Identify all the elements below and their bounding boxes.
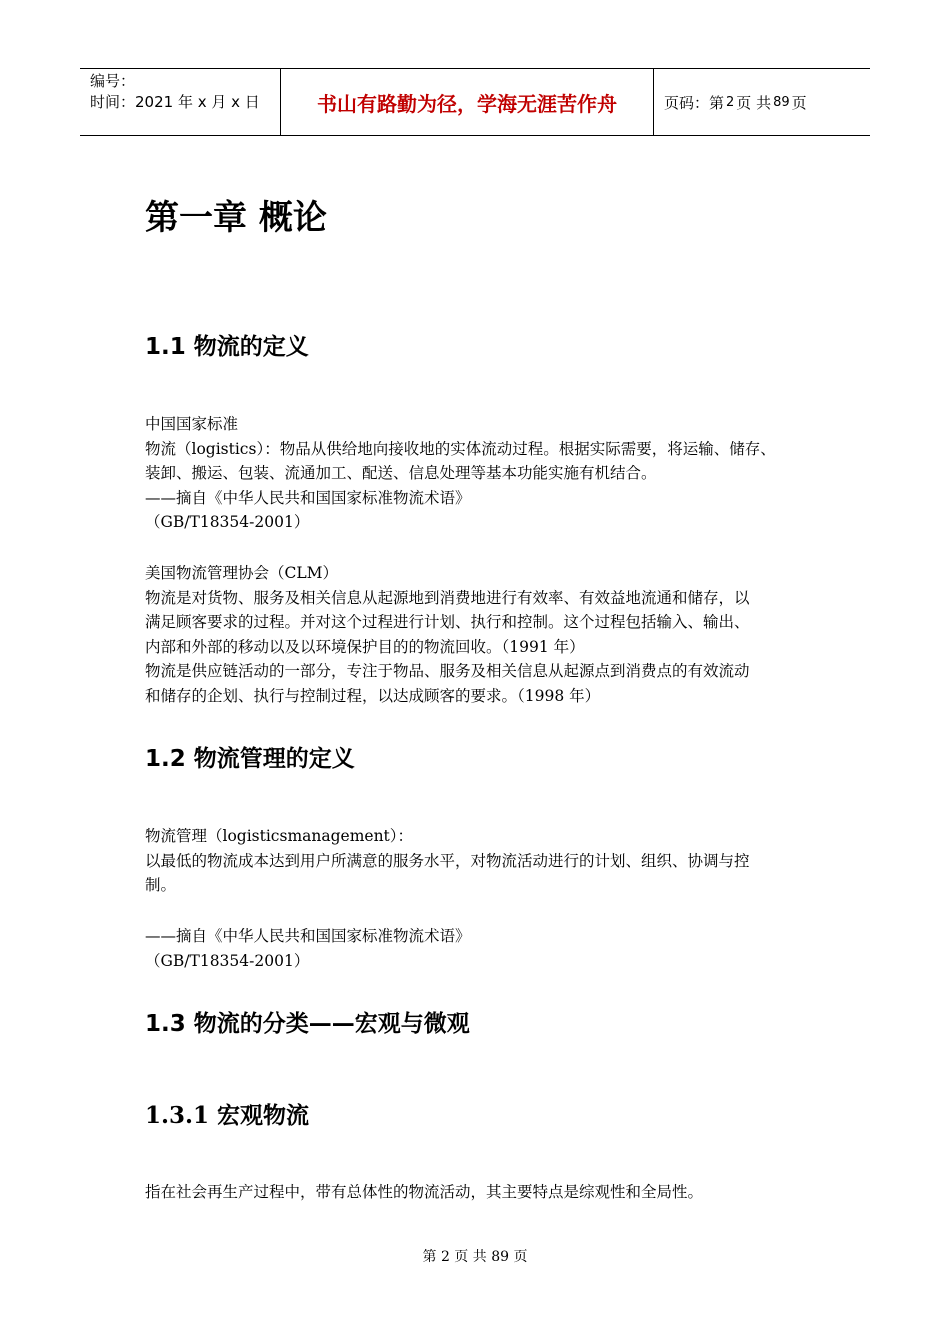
text-line: ——摘自《中华人民共和国国家标准物流术语》 — [145, 488, 471, 507]
section-1-1-paragraph-cn-standard — [145, 412, 817, 535]
page-header — [80, 68, 870, 136]
section-1-1-paragraph-clm — [145, 561, 817, 708]
text-line: 物流是对货物、服务及相关信息从起源地到消费地进行有效率、有效益地流通和储存，以 — [145, 588, 750, 607]
text-line: ——摘自《中华人民共和国国家标准物流术语》 — [145, 927, 471, 945]
text-line: 以最低的物流成本达到用户所满意的服务水平，对物流活动进行的计划、组织、协调与控 — [145, 851, 750, 870]
header-page-info — [654, 69, 870, 135]
text-line: 物流（logistics）：物品从供给地向接收地的实体流动过程。根据实际需要，将运输、储存、 — [145, 439, 776, 458]
section-1-3-1-heading: 1.3.1 宏观物流 — [145, 1102, 310, 1129]
section-1-2-paragraph-source — [145, 924, 817, 973]
text-line: （GB/T18354-2001） — [145, 513, 310, 531]
header-page-current: 2 — [726, 94, 735, 110]
text-line: （GB/T18354-2001） — [145, 951, 310, 970]
text-line: 物流管理（logisticsmanagement）： — [145, 827, 414, 845]
section-1-1-heading: 1.1 物流的定义 — [145, 334, 309, 360]
section-1-2-heading: 1.2 物流管理的定义 — [145, 746, 355, 772]
header-page-prefix: 页码：第 — [664, 93, 725, 112]
section-1-3-heading: 1.3 物流的分类——宏观与微观 — [145, 1011, 470, 1037]
header-number-label: 编号： — [90, 72, 136, 90]
text-line: 和储存的企划、执行与控制过程，以达成顾客的要求。（1998 年） — [145, 686, 601, 705]
text-line: 美国物流管理协会（CLM） — [145, 564, 339, 582]
text-line: 中国国家标准 — [145, 415, 239, 433]
header-page-mid: 页 共 — [736, 93, 772, 112]
text-line: 内部和外部的移动以及以环境保护目的的物流回收。（1991 年） — [145, 637, 585, 656]
header-page-total: 89 — [773, 94, 790, 110]
text-line: 满足顾客要求的过程。并对这个过程进行计划、执行和控制。这个过程包括输入、输出、 — [145, 613, 750, 631]
text-line: 物流是供应链活动的一部分，专注于物品、服务及相关信息从起源点到消费点的有效流动 — [145, 662, 750, 680]
header-date: 时间：2021 年 x 月 x 日 — [90, 93, 260, 111]
text-line: 指在社会再生产过程中，带有总体性的物流活动，其主要特点是综观性和全局性。 — [145, 1183, 704, 1201]
section-1-2-paragraph-definition — [145, 824, 817, 898]
text-line: 装卸、搬运、包装、流通加工、配送、信息处理等基本功能实施有机结合。 — [145, 464, 657, 482]
section-1-3-1-paragraph — [145, 1180, 817, 1205]
page-footer: 第 2 页 共 89 页 — [422, 1249, 528, 1265]
header-info — [80, 69, 281, 135]
chapter-title: 第一章 概论 — [145, 198, 327, 238]
text-line: 制。 — [145, 876, 177, 894]
header-motto: 书山有路勤为径，学海无涯苦作舟 — [281, 69, 654, 135]
header-page-suffix: 页 — [791, 93, 807, 112]
